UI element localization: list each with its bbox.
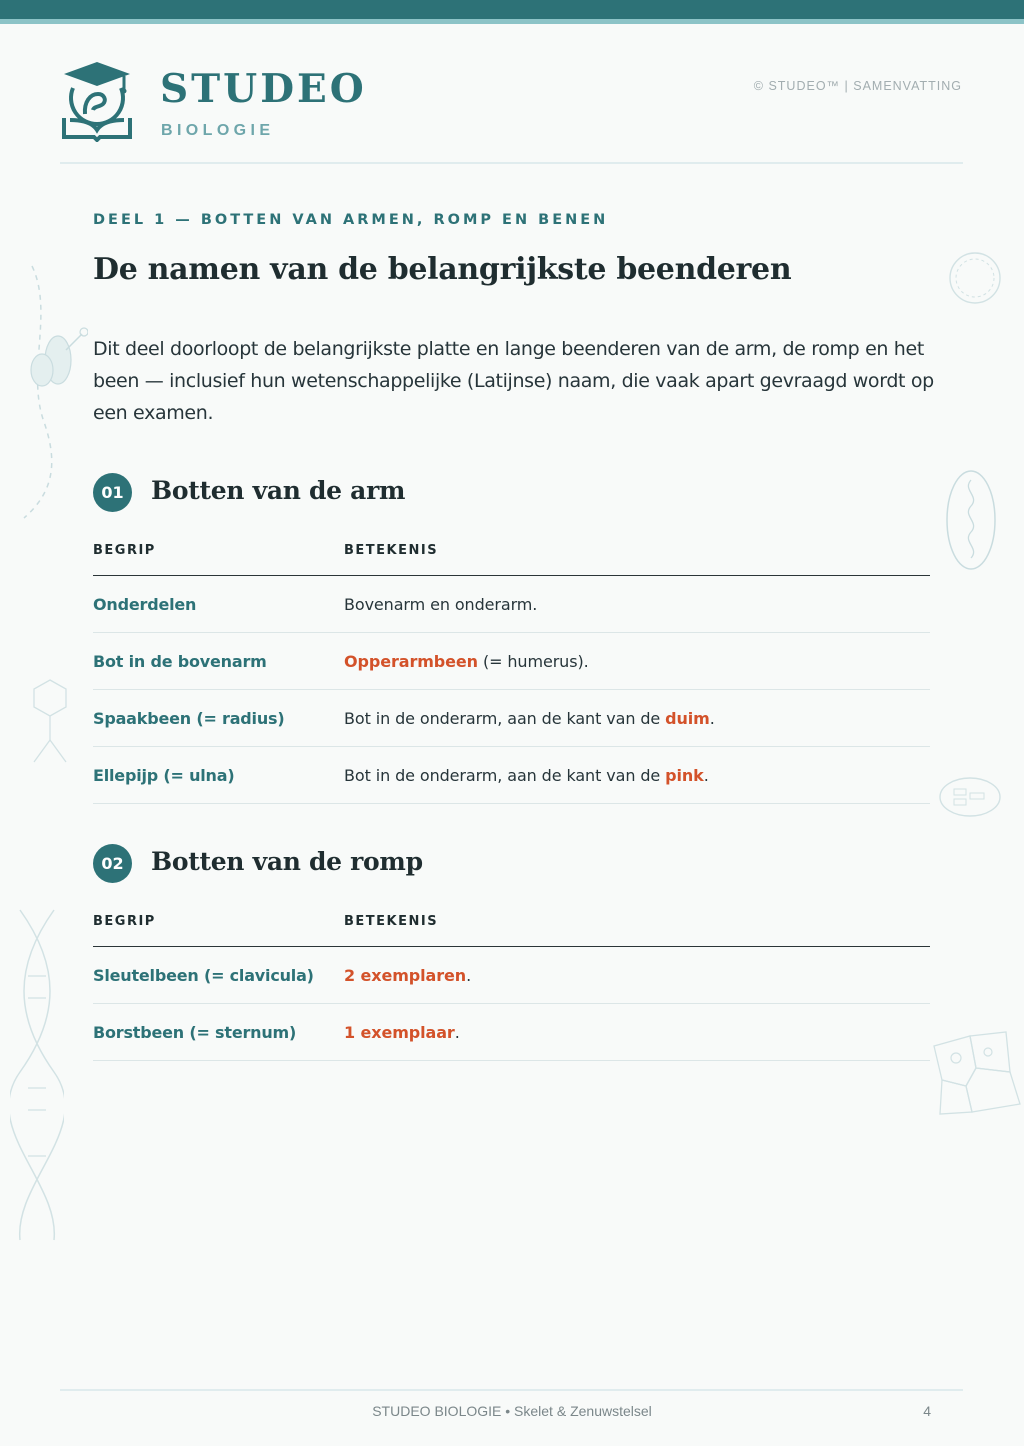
meaning-cell <box>344 966 930 985</box>
intro-paragraph: Dit deel doorloopt de belangrijkste platte en lange beenderen van de arm, de romp en het been — inclusief hun wetenschappelijke (Latijnse) naam, die vaak apart gevraagd wordt op een examen. <box>93 338 934 424</box>
table-row <box>93 690 930 747</box>
header-begrip: BEGRIP <box>93 914 156 929</box>
graduation-cap-book-icon <box>60 60 134 142</box>
top-bar-accent <box>0 19 1024 24</box>
meaning-text-after: . <box>703 765 709 785</box>
meaning-text-after: . <box>709 708 715 728</box>
footer-divider <box>60 1389 963 1391</box>
term-cell: Bot in de bovenarm <box>93 651 267 671</box>
page-title: De namen van de belangrijkste beenderen <box>93 252 792 287</box>
meaning-cell <box>344 1023 930 1042</box>
section-title: Botten van de romp <box>151 847 423 876</box>
section-number-badge: 02 <box>93 844 132 883</box>
brand-subtitle: BIOLOGIE <box>161 122 275 139</box>
meaning-text: Bovenarm en onderarm. <box>344 594 538 614</box>
table-row <box>93 947 930 1004</box>
table-row <box>93 633 930 690</box>
header-begrip: BEGRIP <box>93 543 156 558</box>
table-row <box>93 576 930 633</box>
trunk-bones-table <box>93 914 930 1061</box>
meaning-text: Bot in de onderarm, aan de kant van de <box>344 708 666 728</box>
term-cell: Onderdelen <box>93 594 197 614</box>
meaning-highlight: 1 exemplaar <box>344 1022 455 1042</box>
header-copyright: © STUDEO™ | SAMENVATTING <box>753 79 962 93</box>
table-header <box>93 914 930 947</box>
meaning-text-after: . <box>454 1022 460 1042</box>
cell-tissue-doodle-icon <box>928 1028 1024 1120</box>
top-bar <box>0 0 1024 19</box>
page-number: 4 <box>923 1403 931 1419</box>
meaning-highlight: Opperarmbeen <box>344 651 478 671</box>
section-kicker: DEEL 1 — BOTTEN VAN ARMEN, ROMP EN BENEN <box>93 212 609 228</box>
header-divider <box>60 162 963 164</box>
cell-circle-doodle-icon <box>948 251 1002 305</box>
meaning-highlight: pink <box>665 765 704 785</box>
capsule-doodle-icon <box>938 775 1002 819</box>
term-cell: Borstbeen (= sternum) <box>93 1022 297 1042</box>
dna-helix-doodle-icon <box>10 906 64 1242</box>
term-cell: Ellepijp (= ulna) <box>93 765 235 785</box>
section-title: Botten van de arm <box>151 476 406 505</box>
stick-figure-doodle-icon <box>28 676 72 766</box>
cell-oval-doodle-icon <box>944 468 998 572</box>
header-betekenis: BETEKENIS <box>344 914 439 929</box>
table-header <box>93 543 930 576</box>
header-betekenis: BETEKENIS <box>344 543 439 558</box>
bone-joint-doodle-icon <box>18 262 88 522</box>
meaning-text-after: . <box>466 965 472 985</box>
meaning-cell <box>344 652 930 671</box>
meaning-highlight: 2 exemplaren <box>344 965 467 985</box>
meaning-text-after: (= humerus). <box>477 651 589 671</box>
meaning-cell <box>344 709 930 728</box>
meaning-cell <box>344 766 930 785</box>
brand-name: STUDEO <box>160 66 367 112</box>
arm-bones-table <box>93 543 930 804</box>
footer-text: STUDEO BIOLOGIE • Skelet & Zenuwstelsel <box>372 1403 652 1419</box>
term-cell: Spaakbeen (= radius) <box>93 708 285 728</box>
section-number-badge: 01 <box>93 473 132 512</box>
meaning-text: Bot in de onderarm, aan de kant van de <box>344 765 666 785</box>
table-row <box>93 747 930 804</box>
term-cell: Sleutelbeen (= clavicula) <box>93 965 314 985</box>
table-row <box>93 1004 930 1061</box>
meaning-cell <box>344 595 930 614</box>
meaning-highlight: duim <box>665 708 710 728</box>
